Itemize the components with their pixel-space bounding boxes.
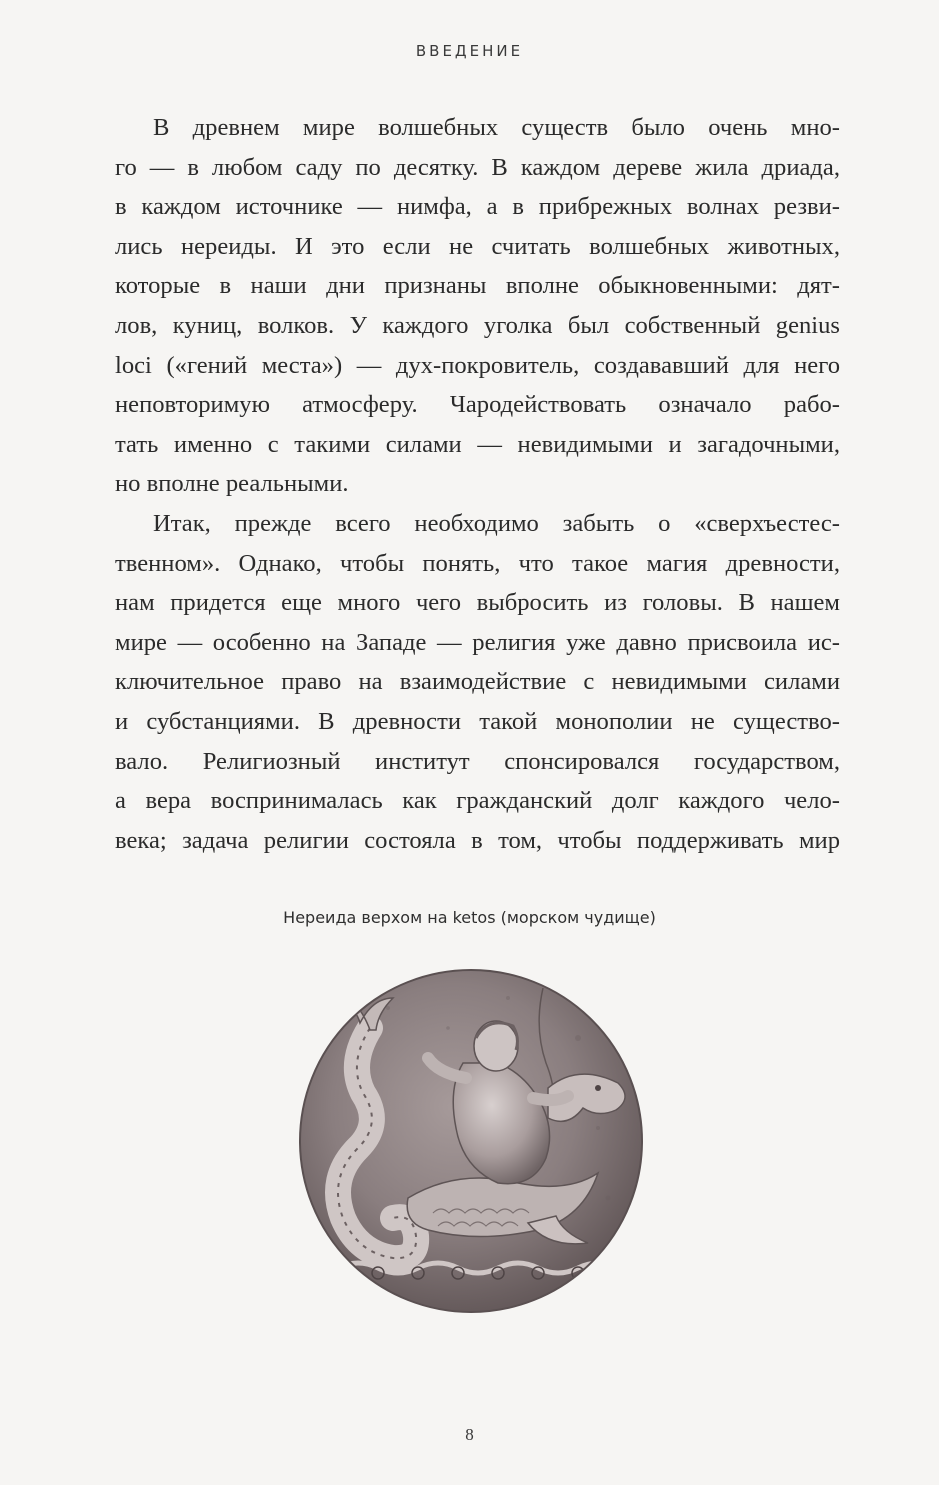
text-line: го — в любом саду по десятку. В каждом дереве жила дриада,: [115, 153, 840, 181]
text-line: loci («гений места») — дух-покровитель, создававший для него: [115, 351, 840, 379]
text-line: мире — особенно на Западе — религия уже давно присвоила ис-: [115, 628, 840, 656]
text-line: лов, куниц, волков. У каждого уголка был собственный genius: [115, 311, 840, 339]
nereid-relief-image: [298, 968, 644, 1314]
text-line: лись нереиды. И это если не считать волшебных животных,: [115, 232, 840, 260]
text-line: и субстанциями. В древности такой монополии не существо-: [115, 707, 840, 735]
paragraph-1: [115, 108, 840, 504]
paragraph-2: [115, 504, 840, 860]
text-line: неповторимую атмосферу. Чародействовать означало рабо-: [115, 391, 840, 419]
text-line: а вера воспринималась как гражданский долг каждого чело-: [115, 787, 840, 815]
text-line: твенном». Однако, чтобы понять, что такое магия древности,: [115, 549, 840, 577]
figure-caption: Нереида верхом на ketos (морском чудище): [283, 908, 656, 927]
text-line: нам придется еще много чего выбросить из головы. В нашем: [115, 589, 840, 617]
page-number: 8: [465, 1425, 474, 1444]
text-line: ключительное право на взаимодействие с невидимыми силами: [115, 668, 840, 696]
body-text: [115, 108, 840, 860]
text-line: Итак, прежде всего необходимо забыть о «сверхъестес-: [153, 509, 840, 537]
text-line: в каждом источнике — нимфа, а в прибрежных волнах резви-: [115, 193, 840, 221]
text-line: века; задача религии состояла в том, чтобы поддерживать мир: [115, 826, 840, 854]
nereid-relief-icon: [298, 968, 644, 1314]
text-line: В древнем мире волшебных существ было очень мно-: [153, 114, 840, 141]
text-line: но вполне реальными.: [115, 470, 349, 498]
text-line: которые в наши дни признаны вполне обыкновенными: дят-: [115, 272, 840, 300]
running-head: ВВЕДЕНИЕ: [415, 42, 524, 60]
text-line: тать именно с такими силами — невидимыми и загадочными,: [115, 430, 840, 458]
text-line: вало. Религиозный институт спонсировался государством,: [115, 747, 840, 775]
